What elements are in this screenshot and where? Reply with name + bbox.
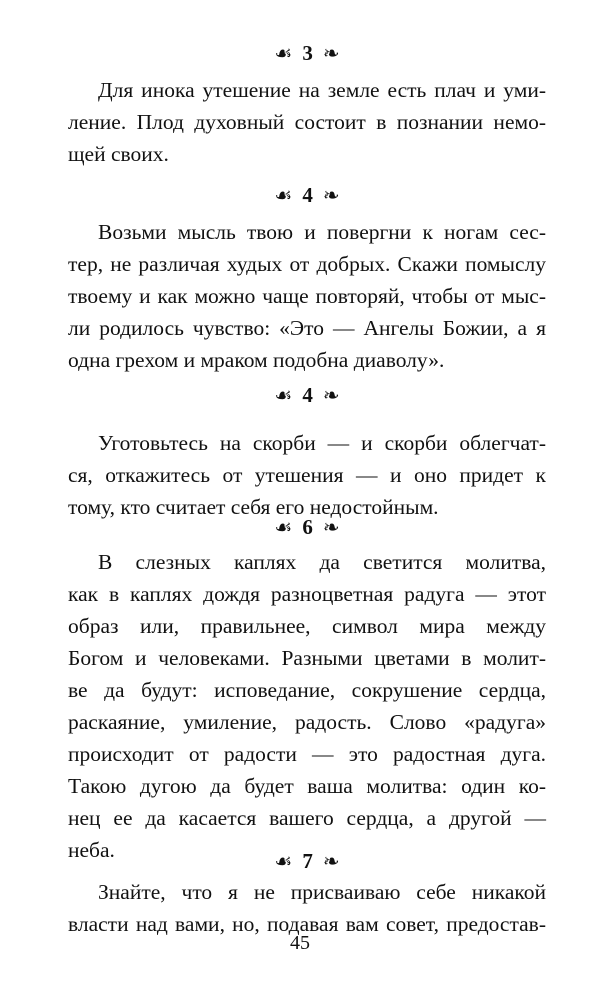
section-number: 4 bbox=[302, 183, 313, 207]
text-line: тому, кто считает себя его недостойным. bbox=[68, 495, 439, 519]
text-line: твоему и как можно чаще повторяй, чтобы от мыс- bbox=[68, 284, 546, 308]
paragraph bbox=[68, 427, 546, 523]
paragraph bbox=[68, 876, 546, 940]
paragraph bbox=[68, 74, 546, 170]
text-line: нец ее да касается вашего сердца, а другой — bbox=[68, 806, 546, 830]
ornament-left-icon: ☙ bbox=[274, 517, 293, 539]
ornament-left-icon: ☙ bbox=[274, 385, 293, 407]
ornament-right-icon: ❧ bbox=[322, 43, 340, 65]
text-line: ся, откажитесь от утешения — и оно придет к bbox=[68, 463, 546, 487]
page-number: 45 bbox=[290, 932, 310, 954]
text-line: одна грехом и мраком подобна диаволу». bbox=[68, 348, 445, 372]
ornament-right-icon: ❧ bbox=[322, 851, 340, 873]
paragraph bbox=[68, 216, 546, 376]
text-line: тер, не различая худых от добрых. Скажи помыслу bbox=[68, 252, 546, 276]
ornament-left-icon: ☙ bbox=[274, 43, 293, 65]
ornament-right-icon: ❧ bbox=[322, 385, 340, 407]
section-heading bbox=[68, 38, 546, 68]
ornament-left-icon: ☙ bbox=[274, 185, 293, 207]
section-heading bbox=[68, 512, 546, 542]
text-line: ли родилось чувство: «Это — Ангелы Божии, а я bbox=[68, 316, 546, 340]
ornament-right-icon: ❧ bbox=[322, 517, 340, 539]
text-line: Для инока утешение на земле есть плач и уми- bbox=[98, 78, 546, 102]
text-line: неба. bbox=[68, 838, 115, 862]
section-heading bbox=[68, 380, 546, 410]
text-line: Богом и человеками. Разными цветами в молит- bbox=[68, 646, 546, 670]
text-line: В слезных каплях да светится молитва, bbox=[98, 550, 546, 574]
text-line: Уготовьтесь на скорби — и скорби облегчат- bbox=[98, 431, 546, 455]
section-number: 3 bbox=[302, 41, 313, 65]
text-line: раскаяние, умиление, радость. Слово «радуга» bbox=[68, 710, 546, 734]
text-line: образ или, правильнее, символ мира между bbox=[68, 614, 546, 638]
text-line: Возьми мысль твою и повергни к ногам сес- bbox=[98, 220, 546, 244]
section-number: 7 bbox=[302, 849, 313, 873]
paragraph bbox=[68, 546, 546, 866]
section-number: 6 bbox=[302, 515, 313, 539]
text-line: Такою дугою да будет ваша молитва: один ко- bbox=[68, 774, 546, 798]
text-line: происходит от радости — это радостная дуга. bbox=[68, 742, 546, 766]
ornament-left-icon: ☙ bbox=[274, 851, 293, 873]
text-line: щей своих. bbox=[68, 142, 169, 166]
text-line: власти над вами, но, подавая вам совет, предостав- bbox=[68, 912, 546, 936]
text-line: ление. Плод духовный состоит в познании немо- bbox=[68, 110, 546, 134]
section-heading bbox=[68, 846, 546, 876]
section-heading bbox=[68, 180, 546, 210]
text-line: как в каплях дождя разноцветная радуга — этот bbox=[68, 582, 546, 606]
text-line: Знайте, что я не присваиваю себе никакой bbox=[98, 880, 546, 904]
text-line: ве да будут: исповедание, сокрушение сердца, bbox=[68, 678, 546, 702]
section-number: 4 bbox=[302, 383, 313, 407]
ornament-right-icon: ❧ bbox=[322, 185, 340, 207]
